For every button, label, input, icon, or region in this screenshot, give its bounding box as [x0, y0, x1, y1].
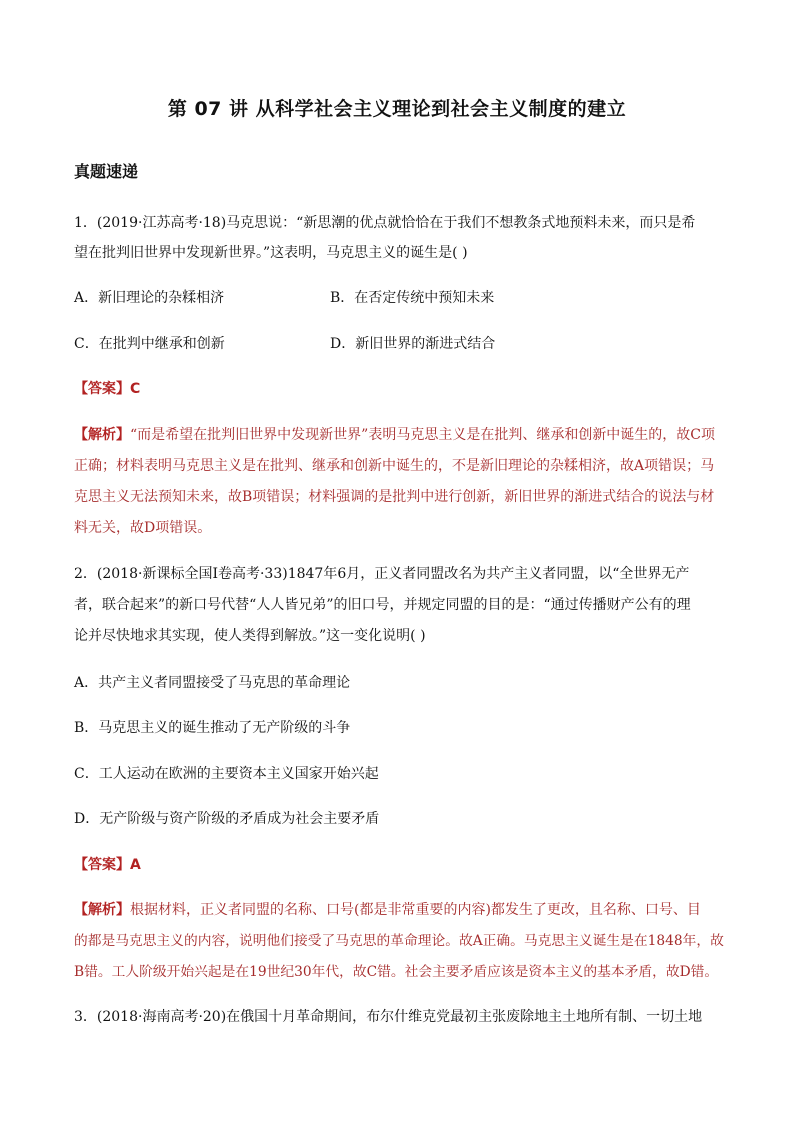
question-1-analysis-line-3: 克思主义无法预知未来，故B项错误；材料强调的是批判中进行创新，新旧世界的渐进式结合的说法与材 [74, 489, 715, 505]
question-1-option-b: B．在否定传统中预知未来 [330, 290, 495, 306]
question-1-line-2: 望在批判旧世界中发现新世界。”这表明，马克思主义的诞生是( ) [74, 245, 468, 261]
answer-value: C [130, 381, 141, 397]
analysis-text: 根据材料，正义者同盟的名称、口号(都是非常重要的内容)都发生了更改，且名称、口号、目 [130, 902, 701, 918]
question-2-option-a: A．共产主义者同盟接受了马克思的革命理论 [74, 675, 351, 691]
question-2-option-d: D．无产阶级与资产阶级的矛盾成为社会主要矛盾 [74, 811, 380, 827]
answer-label: 【答案】 [74, 381, 130, 397]
question-1-line-1: 1．(2019·江苏高考·18)马克思说：“新思潮的优点就恰恰在于我们不想教条式地预料未来，而只是希 [74, 215, 696, 231]
analysis-text: “而是希望在批判旧世界中发现新世界”表明马克思主义是在批判、继承和创新中诞生的，故C项 [130, 427, 716, 443]
question-2-option-b: B．马克思主义的诞生推动了无产阶级的斗争 [74, 720, 351, 736]
answer-value: A [130, 857, 141, 873]
analysis-label: 【解析】 [74, 902, 130, 918]
question-2-answer [74, 854, 724, 876]
question-1-analysis-line-1 [74, 424, 724, 446]
question-2-analysis-line-2: 的都是马克思主义的内容，说明他们接受了马克思的革命理论。故A正确。马克思主义诞生是在1848年，故 [74, 933, 724, 949]
question-2-analysis-line-3: B错。工人阶级开始兴起是在19世纪30年代，故C错。社会主要矛盾应该是资本主义的基本矛盾，故D错。 [74, 964, 719, 980]
question-1-option-c: C．在批判中继承和创新 [74, 336, 225, 352]
question-2-analysis-line-1 [74, 899, 724, 921]
question-2-line-2: 者，联合起来”的新口号代替“人人皆兄弟”的旧口号，并规定同盟的目的是：“通过传播财产公有的理 [74, 597, 691, 613]
question-1-option-d: D．新旧世界的渐进式结合 [330, 336, 496, 352]
section-heading: 真题速递 [74, 162, 139, 181]
question-1-analysis-line-2: 正确；材料表明马克思主义是在批判、继承和创新中诞生的，不是新旧理论的杂糅相济，故A项错误；马 [74, 458, 715, 474]
page-title: 第 07 讲 从科学社会主义理论到社会主义制度的建立 [167, 98, 627, 120]
question-3-line-1: 3．(2018·海南高考·20)在俄国十月革命期间，布尔什维克党最初主张废除地主土地所有制、一切土地 [74, 1009, 703, 1025]
question-2-line-3: 论并尽快地求其实现，使人类得到解放。”这一变化说明( ) [74, 628, 426, 644]
question-2-line-1: 2．(2018·新课标全国Ⅰ卷高考·33)1847年6月，正义者同盟改名为共产主义者同盟，以“全世界无产 [74, 566, 690, 582]
answer-label: 【答案】 [74, 857, 130, 873]
analysis-label: 【解析】 [74, 427, 130, 443]
question-1-answer [74, 378, 724, 400]
question-2-option-c: C．工人运动在欧洲的主要资本主义国家开始兴起 [74, 766, 379, 782]
question-1-analysis-line-4: 料无关，故D项错误。 [74, 520, 212, 536]
question-1-option-a: A．新旧理论的杂糅相济 [74, 290, 225, 306]
